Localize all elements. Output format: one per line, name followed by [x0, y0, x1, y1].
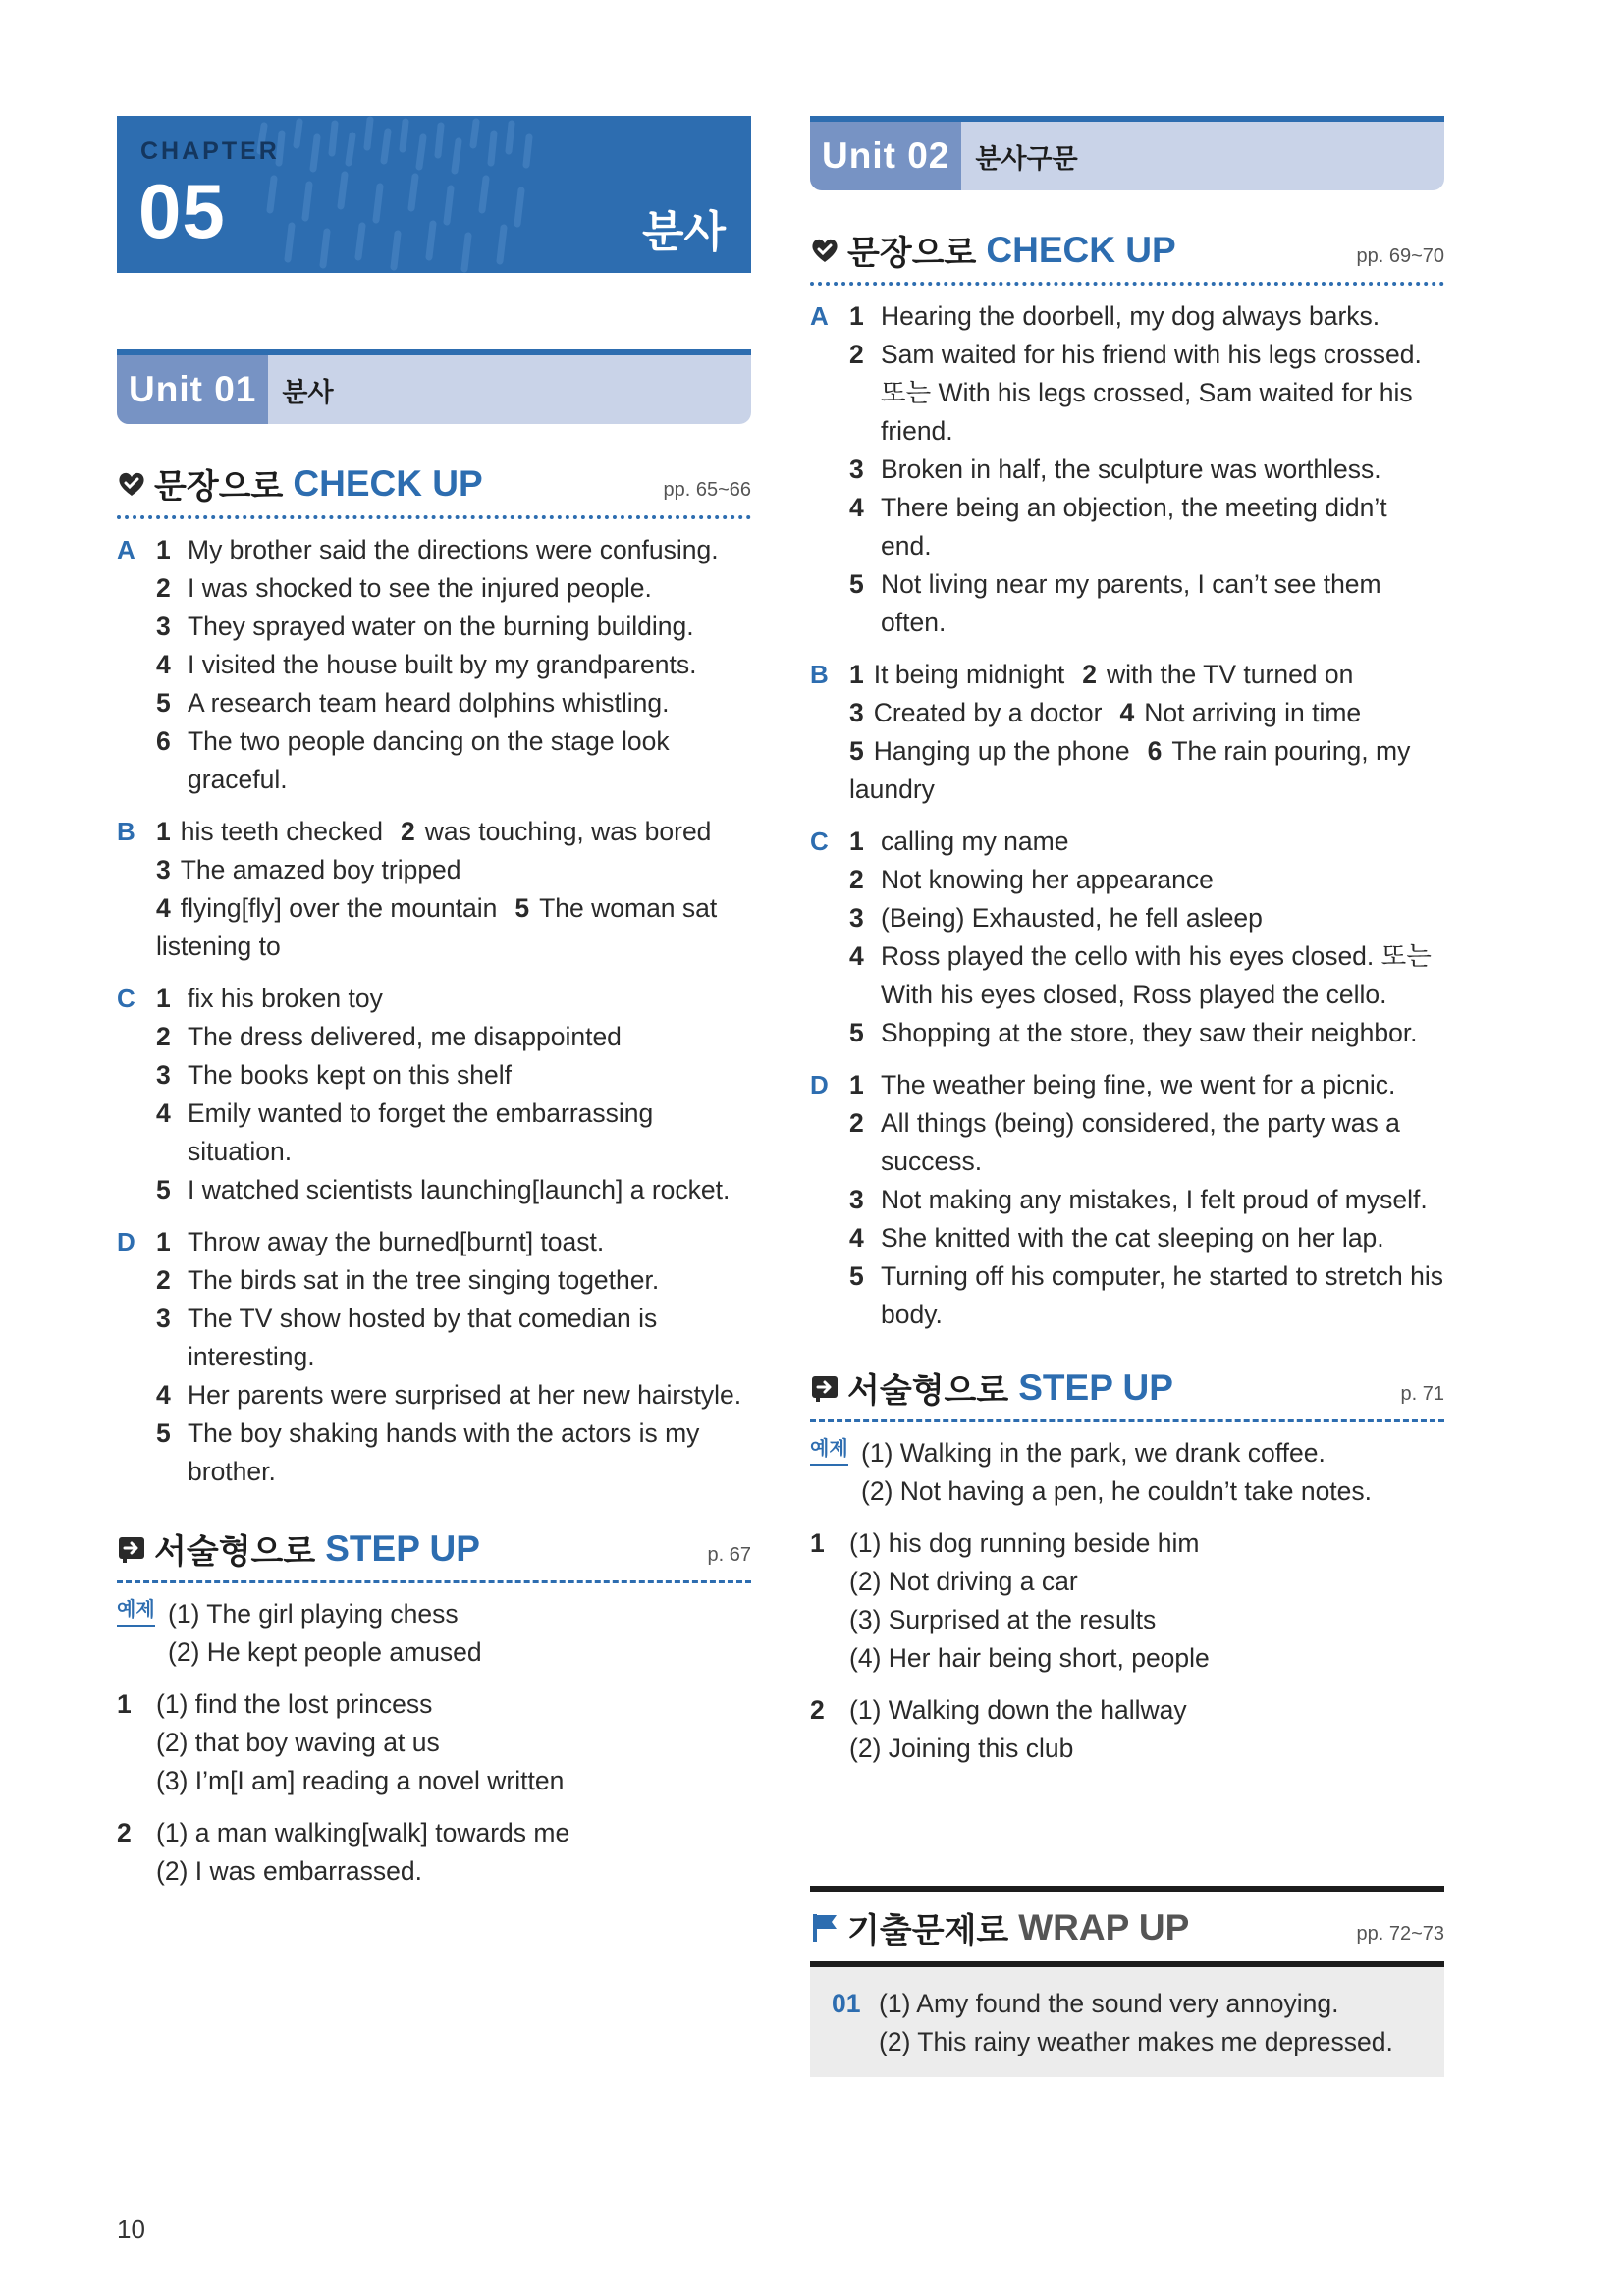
- example-answer: 예제 (1) The girl playing chess (2) He kept people amused: [117, 1595, 751, 1672]
- answer-item: 1 My brother said the directions were confusing.: [156, 535, 719, 564]
- stepup-answer-1: 1 (1) find the lost princess (2) that boy waving at us (3) I’m[I am] reading a novel written: [117, 1689, 565, 1795]
- example-answer: 예제 (1) Walking in the park, we drank coffee. (2) Not having a pen, he couldn’t take notes.: [810, 1434, 1444, 1511]
- block-letter: B: [810, 660, 829, 689]
- answer-item: 5 Shopping at the store, they saw their neighbor.: [849, 1018, 1418, 1047]
- page-ref: p. 71: [1400, 1383, 1444, 1405]
- block-letter: D: [810, 1070, 829, 1099]
- chapter-banner: [117, 116, 751, 273]
- section-kor-title: 문장으로: [847, 235, 977, 272]
- inline-answers: 1 It being midnight 2 with the TV turned on 3 Created by a doctor 4 Not arriving in time 5 Hanging up the phone 6 The rain pouring, my laundry: [849, 660, 1411, 804]
- answer-item: 4 Her parents were surprised at her new hairstyle.: [156, 1380, 742, 1410]
- arrow-box-icon: [117, 1534, 146, 1564]
- checkup-answers: [117, 531, 751, 1491]
- answer-item: 1 Throw away the burned[burnt] toast.: [156, 1227, 605, 1256]
- stepup-answer-2: 2 (1) a man walking[walk] towards me (2) I was embarrassed.: [117, 1818, 570, 1886]
- answer-item: 3 The TV show hosted by that comedian is interesting.: [156, 1304, 658, 1371]
- answer-block-b: [117, 813, 751, 966]
- inline-answers: 1 his teeth checked 2 was touching, was bored3 The amazed boy tripped 4 flying[fly] over the mountain 5 The woman sat listening to: [156, 817, 718, 961]
- section-kor-title: 서술형으로: [847, 1372, 1009, 1410]
- answer-block-c: [117, 980, 751, 1209]
- answer-block-d: [810, 1066, 1444, 1334]
- wrapup-answer-01: 01 (1) Amy found the sound very annoying. (2) This rainy weather makes me depressed.: [832, 1989, 1393, 2056]
- answer-item: 2 I was shocked to see the injured people.: [156, 573, 652, 603]
- stepup-answers: [117, 1595, 751, 1891]
- checkup-header: [117, 459, 751, 519]
- answer-item: 2 Not knowing her appearance: [849, 865, 1214, 894]
- chapter-number: 05: [138, 168, 226, 254]
- answer-item: 5 Not living near my parents, I can’t see them often.: [849, 569, 1381, 637]
- stepup-header: [117, 1524, 751, 1583]
- checkup-answers: [810, 297, 1444, 1334]
- answer-block-c: [810, 823, 1444, 1052]
- wrapup-header: [810, 1892, 1444, 1967]
- unit-02-header: [810, 116, 1444, 190]
- answer-item: 4 She knitted with the cat sleeping on her lap.: [849, 1223, 1384, 1253]
- unit-title: 분사구문: [975, 143, 1078, 174]
- heart-check-icon: [117, 469, 146, 499]
- example-tag: 예제: [117, 1595, 155, 1627]
- answer-item: 3 Broken in half, the sculpture was worthless.: [849, 454, 1381, 484]
- block-letter: D: [117, 1227, 135, 1256]
- answer-item: 3 Not making any mistakes, I felt proud of myself.: [849, 1185, 1428, 1214]
- left-column: [117, 116, 751, 1891]
- arrow-box-icon: [810, 1373, 839, 1403]
- wrapup-answers: [810, 1967, 1444, 2077]
- answer-item: 5 The boy shaking hands with the actors is my brother.: [156, 1418, 700, 1486]
- page-number: 10: [117, 2215, 145, 2244]
- section-eng-title: STEP UP: [1018, 1366, 1173, 1408]
- page-ref: pp. 72~73: [1356, 1923, 1444, 1945]
- answer-item: 2 All things (being) considered, the party was a success.: [849, 1108, 1400, 1176]
- block-letter: A: [810, 301, 829, 331]
- example-tag: 예제: [810, 1434, 848, 1466]
- page-ref: pp. 65~66: [663, 479, 751, 501]
- answer-item: 4 There being an objection, the meeting didn’t end.: [849, 493, 1387, 561]
- stepup-answer-2: 2 (1) Walking down the hallway (2) Joining this club: [810, 1695, 1187, 1763]
- block-letter: C: [810, 827, 829, 856]
- section-eng-title: CHECK UP: [986, 229, 1176, 270]
- answer-item: 6 The two people dancing on the stage look graceful.: [156, 726, 670, 794]
- chapter-label: CHAPTER: [140, 137, 280, 165]
- answer-item: 4 Emily wanted to forget the embarrassing situation.: [156, 1098, 654, 1166]
- answer-item: 5 A research team heard dolphins whistling.: [156, 688, 670, 718]
- answer-item: 4 I visited the house built by my grandparents.: [156, 650, 697, 679]
- section-kor-title: 기출문제로: [847, 1912, 1009, 1949]
- answer-block-a: [810, 297, 1444, 642]
- answer-item: 5 Turning off his computer, he started to stretch his body.: [849, 1261, 1443, 1329]
- checkup-header: [810, 226, 1444, 286]
- answer-item: 3 They sprayed water on the burning building.: [156, 612, 694, 641]
- answer-item: 3 (Being) Exhausted, he fell asleep: [849, 903, 1263, 933]
- section-kor-title: 서술형으로: [154, 1533, 316, 1571]
- section-eng-title: WRAP UP: [1018, 1906, 1190, 1948]
- stepup-header: [810, 1363, 1444, 1422]
- page-ref: p. 67: [707, 1544, 751, 1566]
- unit-title: 분사: [282, 377, 334, 407]
- heart-check-icon: [810, 236, 839, 265]
- unit-01-header: [117, 349, 751, 424]
- section-eng-title: STEP UP: [325, 1527, 480, 1569]
- block-letter: B: [117, 817, 135, 846]
- block-letter: C: [117, 984, 135, 1013]
- answer-item: 1 Hearing the doorbell, my dog always barks.: [849, 301, 1380, 331]
- unit-tag: Unit 02: [810, 122, 961, 190]
- right-column: [810, 116, 1444, 2077]
- flag-icon: [810, 1912, 839, 1944]
- answer-item: 4 Ross played the cello with his eyes closed. 또는 With his eyes closed, Ross played the cello.: [849, 941, 1432, 1009]
- answer-item: 2 The birds sat in the tree singing together.: [156, 1265, 660, 1295]
- answer-block-a: [117, 531, 751, 799]
- page-ref: pp. 69~70: [1356, 245, 1444, 267]
- answer-item: 1 The weather being fine, we went for a picnic.: [849, 1070, 1396, 1099]
- answer-item: 1 fix his broken toy: [156, 984, 383, 1013]
- chapter-title: 분사: [641, 208, 726, 256]
- section-kor-title: 문장으로: [154, 468, 284, 506]
- answer-item: 3 The books kept on this shelf: [156, 1060, 512, 1090]
- stepup-answer-1: 1 (1) his dog running beside him (2) Not driving a car (3) Surprised at the results (4) Her hair being short, people: [810, 1528, 1210, 1673]
- block-letter: A: [117, 535, 135, 564]
- section-eng-title: CHECK UP: [293, 462, 483, 504]
- answer-item: 5 I watched scientists launching[launch] a rocket.: [156, 1175, 731, 1204]
- answer-item: 2 The dress delivered, me disappointed: [156, 1022, 622, 1051]
- stepup-answers: [810, 1434, 1444, 1768]
- answer-item: 2 Sam waited for his friend with his legs crossed. 또는 With his legs crossed, Sam waited for his friend.: [849, 340, 1422, 446]
- answer-block-d: [117, 1223, 751, 1491]
- unit-tag: Unit 01: [117, 355, 268, 424]
- answer-block-b: [810, 656, 1444, 809]
- answer-item: 1 calling my name: [849, 827, 1069, 856]
